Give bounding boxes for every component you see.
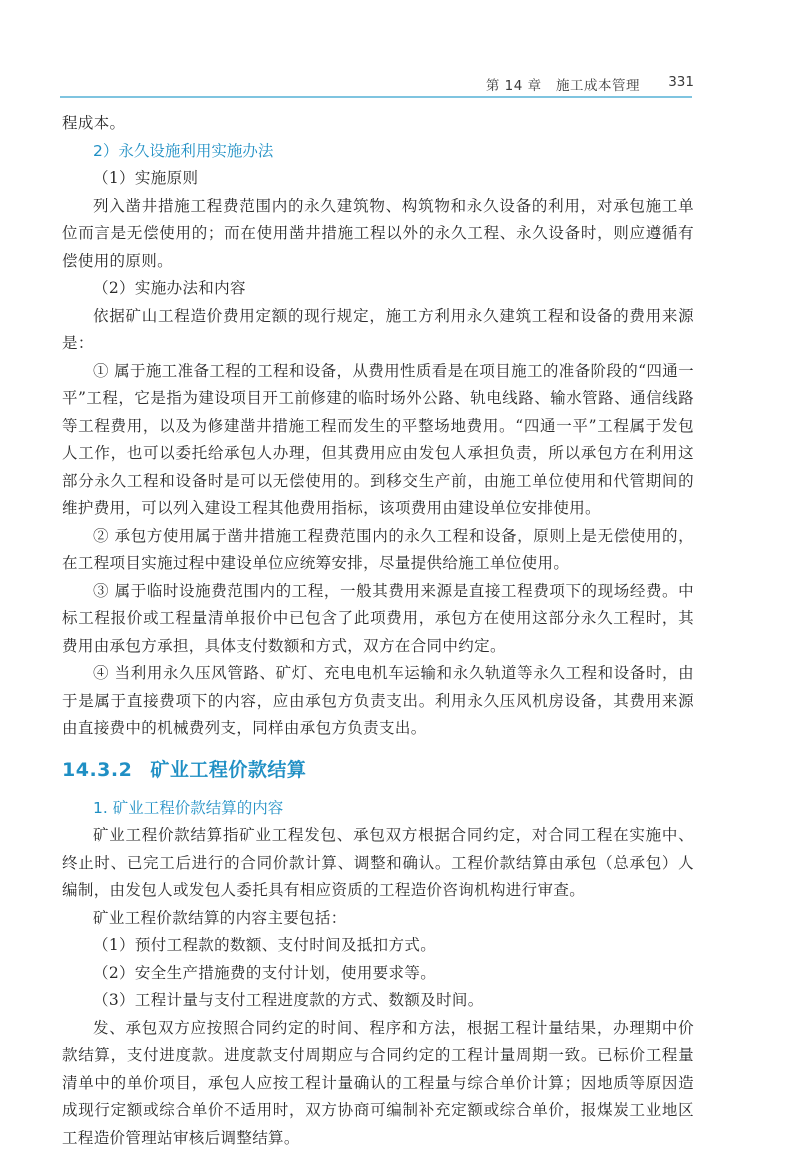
page-number: 331	[668, 74, 694, 90]
section-heading	[62, 755, 694, 785]
chapter-label: 第 14 章	[485, 78, 542, 94]
running-header	[0, 74, 800, 98]
paragraph-item-1: ① 属于施工准备工程的工程和设备，从费用性质看是在项目施工的准备阶段的“四通一平”工程，它是指为建设项目开工前修建的临时场外公路、轨电线路、输水管路、通信线路等工程费用，以及为修建凿井措施工程而发生的平整场地费用。“四通一平”工程属于发包人工作，也可以委托给承包人办理，但其费用应由发包人承担负责，所以承包方在利用这部分永久工程和设备时是可以无偿使用的。到移交生产前，由施工单位使用和代管期间的维护费用，可以列入建设工程其他费用指标，该项费用由建设单位安排使用。	[62, 361, 694, 517]
header-rule	[60, 96, 692, 98]
paragraph-principle: 列入凿井措施工程费范围内的永久建筑物、构筑物和永久设备的利用，对承包施工单位而言是无偿使用的；而在使用凿井措施工程以外的永久工程、永久设备时，则应遵循有偿使用的原则。	[62, 196, 694, 270]
subheading-principle: （1）实施原则	[93, 169, 199, 187]
paragraph-item-2: ② 承包方使用属于凿井措施工程费范围内的永久工程和设备，原则上是无偿使用的，在工程项目实施过程中建设单位应统筹安排，尽量提供给施工单位使用。	[62, 526, 694, 572]
list-item-1: （1）预付工程款的数额、支付时间及抵扣方式。	[93, 936, 437, 954]
paragraph-main-contents: 矿业工程价款结算的内容主要包括：	[93, 908, 347, 927]
running-header-chapter	[486, 74, 640, 94]
list-item-2: （2）安全生产措施费的支付计划，使用要求等。	[93, 963, 437, 982]
paragraph-item-4: ④ 当利用永久压风管路、矿灯、充电电机车运输和永久轨道等永久工程和设备时，由于是属于直接费项下的内容，应由承包方负责支出。利用永久压风机房设备，其费用来源由直接费中的机械费列支，同样由承包方负责支出。	[62, 664, 694, 737]
section-number: 14.3.2	[62, 758, 133, 781]
section-title: 矿业工程价款结算	[150, 758, 307, 781]
paragraph-basis: 依据矿山工程造价费用定额的现行规定，施工方利用永久建筑工程和设备的费用来源是：	[62, 306, 694, 352]
paragraph-final: 发、承包双方应按照合同约定的时间、程序和方法，根据工程计量结果，办理期中价款结算，支付进度款。进度款支付周期应与合同约定的工程计量周期一致。已标价工程量清单中的单价项目，承包人应按工程计量确认的工程量与综合单价计算；因地质等原因造成现行定额或综合单价不适用时，双方协商可编制补充定额或综合单价，报煤炭工业地区工程造价管理站审核后调整结算。	[62, 1018, 694, 1147]
subheading-permanent-facilities: 2）永久设施利用实施办法	[93, 141, 274, 160]
page-body	[62, 110, 694, 1152]
chapter-title: 施工成本管理	[556, 78, 640, 94]
list-item-3: （3）工程计量与支付工程进度款的方式、数额及时间。	[93, 991, 484, 1009]
paragraph-continuation: 程成本。	[62, 114, 126, 132]
paragraph-item-3: ③ 属于临时设施费范围内的工程，一般其费用来源是直接工程费项下的现场经费。中标工程报价或工程量清单报价中已包含了此项费用，承包方在使用这部分永久工程时，其费用由承包方承担，具体支付数额和方式，双方在合同中约定。	[62, 581, 694, 655]
paragraph-definition: 矿业工程价款结算指矿业工程发包、承包双方根据合同约定，对合同工程在实施中、终止时、已完工后进行的合同价款计算、调整和确认。工程价款结算由承包（总承包）人编制，由发包人或发包人委托具有相应资质的工程造价咨询机构进行审查。	[62, 826, 694, 899]
subheading-settlement-content: 1. 矿业工程价款结算的内容	[93, 798, 284, 817]
subheading-method: （2）实施办法和内容	[93, 279, 246, 297]
